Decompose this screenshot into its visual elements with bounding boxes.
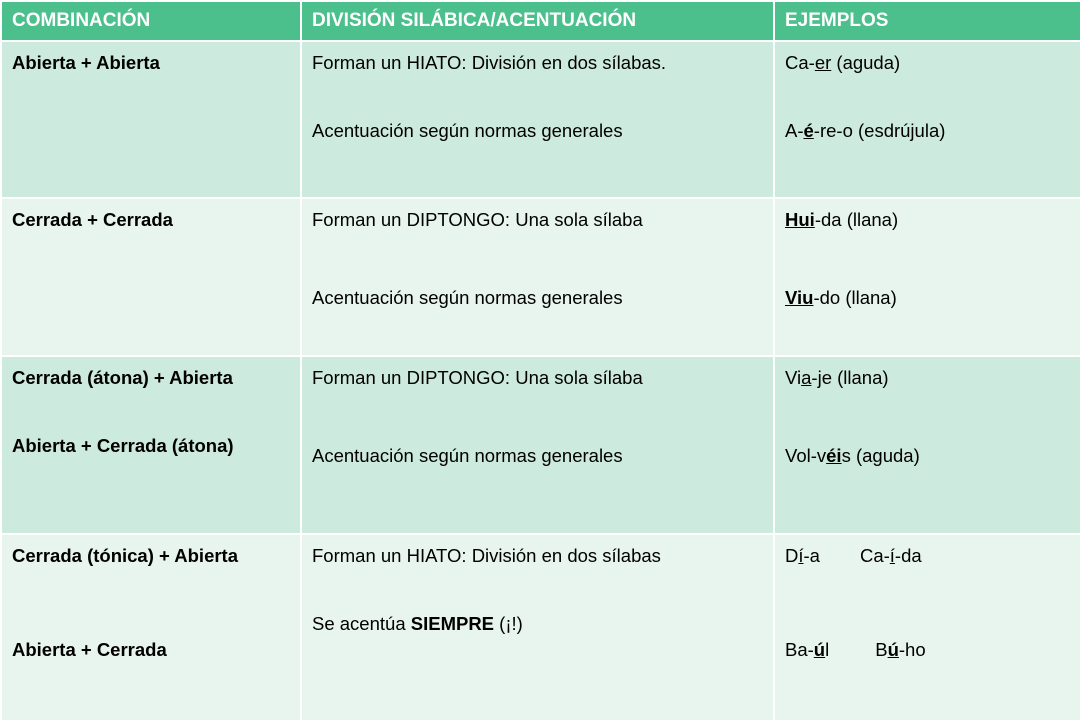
division-text: Forman un HIATO: División en dos sílabas. [312, 52, 667, 73]
division-cell [301, 41, 774, 198]
combo-cell [1, 534, 301, 721]
division-cell [301, 198, 774, 356]
example-1: Via-je (llana) [785, 367, 889, 388]
examples-cell [774, 534, 1080, 721]
header-ejemplos: EJEMPLOS [774, 1, 1080, 41]
accent-text: Acentuación según normas generales [312, 445, 623, 466]
combo-text: Cerrada (átona) + Abierta [12, 367, 233, 388]
example-1: Ca-er (aguda) [785, 52, 901, 73]
combo-text-2: Abierta + Cerrada [12, 639, 167, 660]
examples-cell [774, 41, 1080, 198]
accent-text: Acentuación según normas generales [312, 120, 623, 141]
examples-cell [774, 356, 1080, 534]
division-cell [301, 356, 774, 534]
combo-text: Cerrada + Cerrada [12, 209, 173, 230]
example-1: Hui-da (llana) [785, 209, 899, 230]
combo-text: Abierta + Abierta [12, 52, 160, 73]
division-text: Forman un HIATO: División en dos sílabas [312, 545, 661, 566]
accent-text: Acentuación según normas generales [312, 287, 623, 308]
combo-cell [1, 41, 301, 198]
table-row [1, 356, 1080, 534]
header-row [1, 1, 1080, 41]
table-row [1, 534, 1080, 721]
examples-cell [774, 198, 1080, 356]
example-2: Ba-úl Bú-ho [785, 639, 926, 660]
division-text: Forman un DIPTONGO: Una sola sílaba [312, 367, 643, 388]
combo-text: Cerrada (tónica) + Abierta [12, 545, 239, 566]
example-2: Vol-véis (aguda) [785, 445, 920, 466]
combo-cell [1, 198, 301, 356]
division-text: Forman un DIPTONGO: Una sola sílaba [312, 209, 643, 230]
combo-text-2: Abierta + Cerrada (átona) [12, 435, 234, 456]
example-2: Viu-do (llana) [785, 287, 897, 308]
header-division: DIVISIÓN SILÁBICA/ACENTUACIÓN [301, 1, 774, 41]
table-row [1, 198, 1080, 356]
header-combinacion: COMBINACIÓN [1, 1, 301, 41]
table-row [1, 41, 1080, 198]
combo-cell [1, 356, 301, 534]
division-cell [301, 534, 774, 721]
accent-text: Se acentúa SIEMPRE (¡!) [312, 613, 523, 634]
example-1: Dí-a Ca-í-da [785, 545, 922, 566]
example-2: A-é-re-o (esdrújula) [785, 120, 946, 141]
